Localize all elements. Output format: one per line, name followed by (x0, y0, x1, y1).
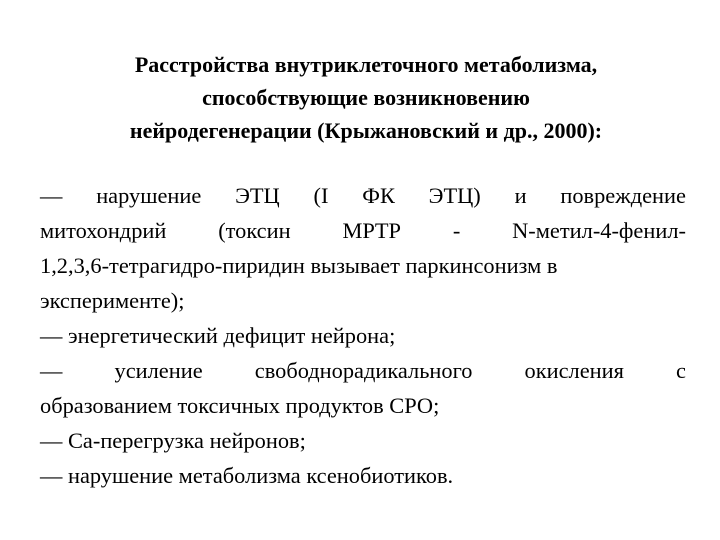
item-5: — нарушение метаболизма ксенобиотиков. (40, 463, 454, 488)
word: N-метил-4-фенил- (512, 218, 686, 243)
word: (I (313, 183, 329, 208)
word: ЭТЦ) (428, 183, 481, 208)
word: повреждение (560, 183, 686, 208)
word: — (40, 358, 63, 383)
title-line-1: Расстройства внутриклеточного метаболизма, (134, 52, 598, 77)
title-line-3: нейродегенерации (Крыжановский и др., 2000): (129, 118, 603, 143)
slide-title (40, 48, 692, 147)
word: — (40, 183, 63, 208)
word: - (452, 218, 461, 243)
item-1-line-3: 1,2,3,6-тетрагидро-пиридин вызывает паркинсонизм в (40, 253, 558, 278)
item-3-line-2: образованием токсичных продуктов СРО; (40, 393, 440, 418)
word: нарушение (96, 183, 202, 208)
item-4: — Са-перегрузка нейронов; (40, 428, 306, 453)
word: окисления (524, 358, 624, 383)
word: MPTP (342, 218, 401, 243)
item-3-line-1 (40, 353, 686, 388)
word: митохондрий (40, 218, 167, 243)
word: ФК (362, 183, 395, 208)
word: ЭТЦ (235, 183, 280, 208)
item-1-line-4: эксперименте); (40, 288, 185, 313)
word: и (514, 183, 527, 208)
bullet-list (40, 178, 686, 493)
item-1-line-1 (40, 178, 686, 213)
word: свободнорадикального (254, 358, 473, 383)
title-line-2: способствующие возникновению (202, 85, 530, 110)
word: усиление (114, 358, 203, 383)
word: с (676, 358, 686, 383)
word: (токсин (218, 218, 291, 243)
item-1-line-2 (40, 213, 686, 248)
item-2: — энергетический дефицит нейрона; (40, 323, 396, 348)
